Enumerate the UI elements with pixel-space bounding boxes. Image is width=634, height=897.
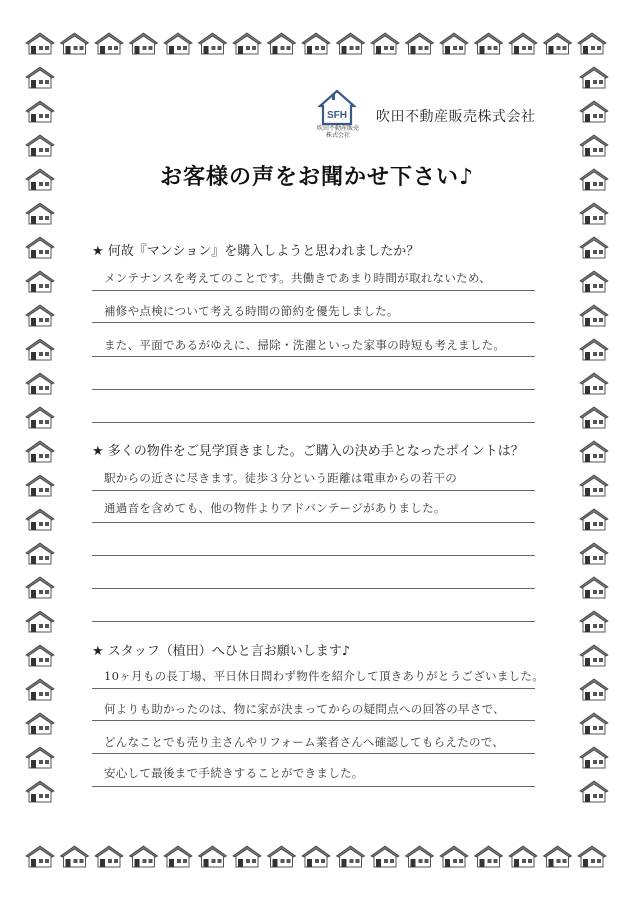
house-icon	[406, 33, 434, 54]
question-1: ★ 何故『マンション』を購入しようと思われましたか？	[92, 244, 420, 259]
question-2: ★ 多くの物件をご見学頂きました。ご購入の決め手となったポイントは？	[92, 444, 524, 459]
house-icon	[233, 846, 261, 867]
house-icon	[199, 846, 227, 867]
house-icon	[475, 33, 503, 54]
house-icon	[26, 33, 54, 54]
answer-3-line-1: 10ヶ月もの長丁場、平日休日問わず物件を紹介して頂きありがとうございました。	[104, 669, 545, 683]
house-icon	[26, 509, 54, 530]
house-icon	[580, 237, 608, 258]
house-icon	[580, 679, 608, 700]
house-icon	[233, 33, 261, 54]
house-icon	[164, 846, 192, 867]
house-icon	[26, 441, 54, 462]
house-icon	[337, 33, 365, 54]
house-icon	[544, 33, 572, 54]
house-icon	[580, 475, 608, 496]
ruled-line	[92, 522, 535, 523]
house-icon	[440, 33, 468, 54]
house-icon	[26, 645, 54, 666]
house-icon	[26, 407, 54, 428]
house-icon	[95, 846, 123, 867]
house-icon	[26, 237, 54, 258]
ruled-line	[92, 290, 535, 291]
house-icon	[580, 611, 608, 632]
ruled-line	[92, 322, 535, 323]
house-icon	[199, 33, 227, 54]
house-icon	[580, 271, 608, 292]
house-icon	[406, 846, 434, 867]
ruled-line	[92, 720, 535, 721]
house-icon	[26, 305, 54, 326]
house-icon	[302, 33, 330, 54]
house-icon	[580, 101, 608, 122]
house-icon	[580, 203, 608, 224]
house-icon	[544, 846, 572, 867]
house-icon	[130, 33, 158, 54]
house-icon	[130, 846, 158, 867]
answer-3-line-2: 何よりも助かったのは、物に家が決まってからの疑問点への回答の早さで、	[104, 702, 505, 716]
ruled-line	[92, 490, 535, 491]
house-icon	[580, 373, 608, 394]
ruled-line	[92, 356, 535, 357]
page-title: お客様の声をお聞かせ下さい♪	[159, 165, 475, 190]
answer-3-line-4: 安心して最後まで手続きすることができました。	[104, 766, 364, 780]
ruled-line	[92, 753, 535, 754]
house-icon	[509, 846, 537, 867]
house-icon	[578, 33, 606, 54]
house-icon	[26, 846, 54, 867]
house-icon	[26, 203, 54, 224]
logo-text: SFH	[327, 110, 347, 121]
ruled-line	[92, 422, 535, 423]
house-icon	[26, 611, 54, 632]
ruled-line	[92, 555, 535, 556]
house-icon	[580, 407, 608, 428]
house-icon	[509, 33, 537, 54]
house-icon	[26, 713, 54, 734]
house-icon	[371, 846, 399, 867]
house-icon	[164, 33, 192, 54]
house-icon	[580, 747, 608, 768]
ruled-line	[92, 389, 535, 390]
answer-1-line-1: メンテナンスを考えてのことです。共働きであまり時間が取れないため、	[104, 271, 492, 285]
house-icon	[371, 33, 399, 54]
house-icon	[578, 846, 606, 867]
house-icon	[26, 135, 54, 156]
house-icon	[580, 509, 608, 530]
house-icon	[580, 305, 608, 326]
logo-subtitle: 吹田不動産販売 株式会社	[316, 125, 359, 139]
house-icon	[26, 577, 54, 598]
house-icon	[580, 67, 608, 88]
ruled-line	[92, 621, 535, 622]
house-icon	[268, 846, 296, 867]
house-icon	[580, 135, 608, 156]
house-icon	[337, 846, 365, 867]
house-icon	[61, 846, 89, 867]
answer-3-line-3: どんなことでも売り主さんやリフォーム業者さんへ確認してもらえたので、	[104, 735, 505, 749]
house-icon	[26, 101, 54, 122]
house-icon	[580, 781, 608, 802]
house-icon	[26, 339, 54, 360]
house-icon	[268, 33, 296, 54]
ruled-line	[92, 786, 535, 787]
house-icon	[26, 543, 54, 564]
answer-2-line-2: 通過音を含めても、他の物件よりアドバンテージがありました。	[104, 501, 446, 515]
ruled-line	[92, 688, 535, 689]
answer-1-line-2: 補修や点検について考える時間の節約を優先しました。	[104, 304, 399, 318]
question-3: ★ スタッフ（植田）へひと言お願いします♪	[92, 644, 351, 659]
house-icon	[580, 543, 608, 564]
house-icon	[440, 846, 468, 867]
house-icon	[26, 747, 54, 768]
house-icon	[580, 339, 608, 360]
house-icon	[302, 846, 330, 867]
answer-1-line-3: また、平面であるがゆえに、掃除・洗濯といった家事の時短も考えました。	[104, 338, 506, 352]
house-icon	[580, 713, 608, 734]
house-icon	[475, 846, 503, 867]
house-icon	[26, 373, 54, 394]
house-icon	[26, 271, 54, 292]
house-icon	[61, 33, 89, 54]
house-icon	[26, 475, 54, 496]
house-icon	[26, 679, 54, 700]
ruled-line	[92, 588, 535, 589]
house-icon	[580, 441, 608, 462]
house-icon	[95, 33, 123, 54]
house-icon	[580, 577, 608, 598]
house-icon	[26, 781, 54, 802]
house-icon	[580, 645, 608, 666]
answer-2-line-1: 駅からの近さに尽きます。徒歩３分という距離は電車からの若干の	[104, 471, 458, 485]
company-name: 吹田不動産販売株式会社	[376, 109, 536, 125]
house-icon	[26, 67, 54, 88]
